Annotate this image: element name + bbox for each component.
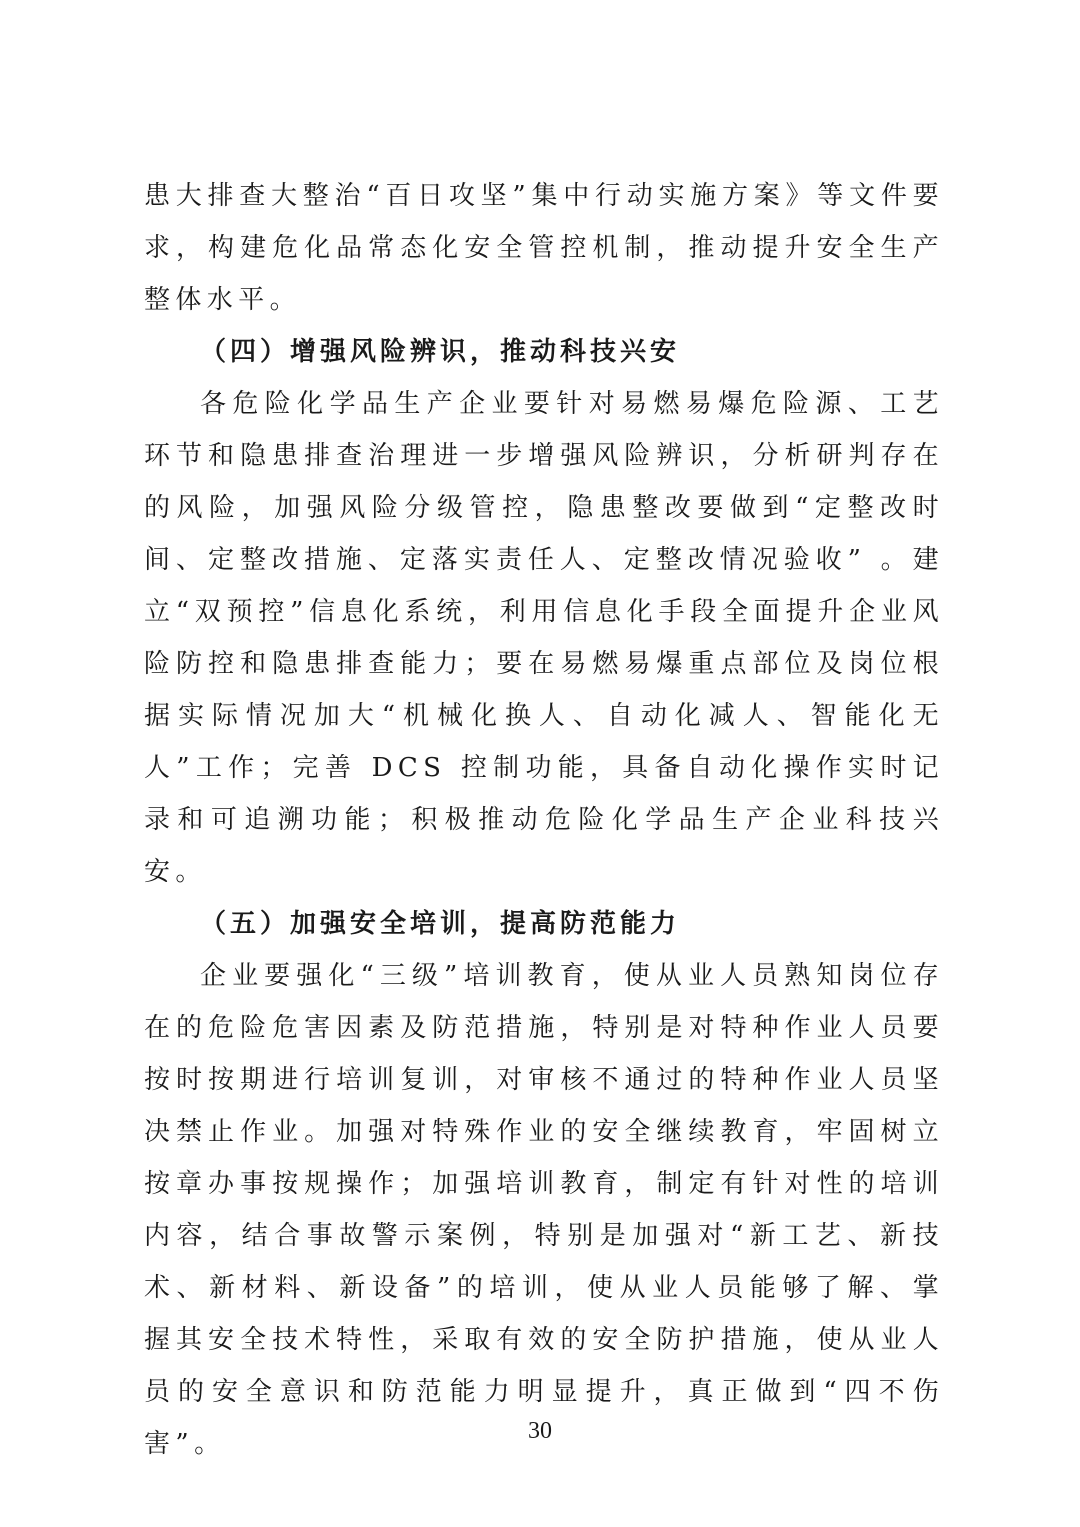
section-4-heading: （四）增强风险辨识，推动科技兴安 xyxy=(200,337,681,367)
section-5-heading: （五）加强安全培训，提高防范能力 xyxy=(200,909,681,939)
section-4-paragraph: 各危险化学品生产企业要针对易燃易爆危险源、工艺环节和隐患排查治理进一步增强风险辨识，分析研判存在的风险，加强风险分级管控，隐患整改要做到“定整改时间、定整改措施、定落实责任人、定整改情况验收” 。建立“双预控”信息化系统，利用信息化手段全面提升企业风险防控和隐患排查能力；要在易燃易爆重点部位及岗位根据实际情况加大“机械化换人、自动化减人、智能化无人”工作；完善 DCS 控制功能，具备自动化操作实时记录和可追溯功能；积极推动危险化学品生产企业科技兴安。 xyxy=(144,389,944,887)
section-5-paragraph: 企业要强化“三级”培训教育，使从业人员熟知岗位存在的危险危害因素及防范措施，特别是对特种作业人员要按时按期进行培训复训，对审核不通过的特种作业人员坚决禁止作业。加强对特殊作业的安全继续教育，牢固树立按章办事按规操作；加强培训教育，制定有针对性的培训内容，结合事故警示案例，特别是加强对“新工艺、新技术、新材料、新设备”的培训，使从业人员能够了解、掌握其安全技术特性，采取有效的安全防护措施，使从业人员的安全意识和防范能力明显提升，真正做到“四不伤害”。 xyxy=(144,961,944,1459)
page-number: 30 xyxy=(528,1418,552,1444)
continuation-paragraph: 患大排查大整治“百日攻坚”集中行动实施方案》等文件要求，构建危化品常态化安全管控机制，推动提升安全生产整体水平。 xyxy=(144,181,944,315)
document-page xyxy=(144,170,944,1470)
